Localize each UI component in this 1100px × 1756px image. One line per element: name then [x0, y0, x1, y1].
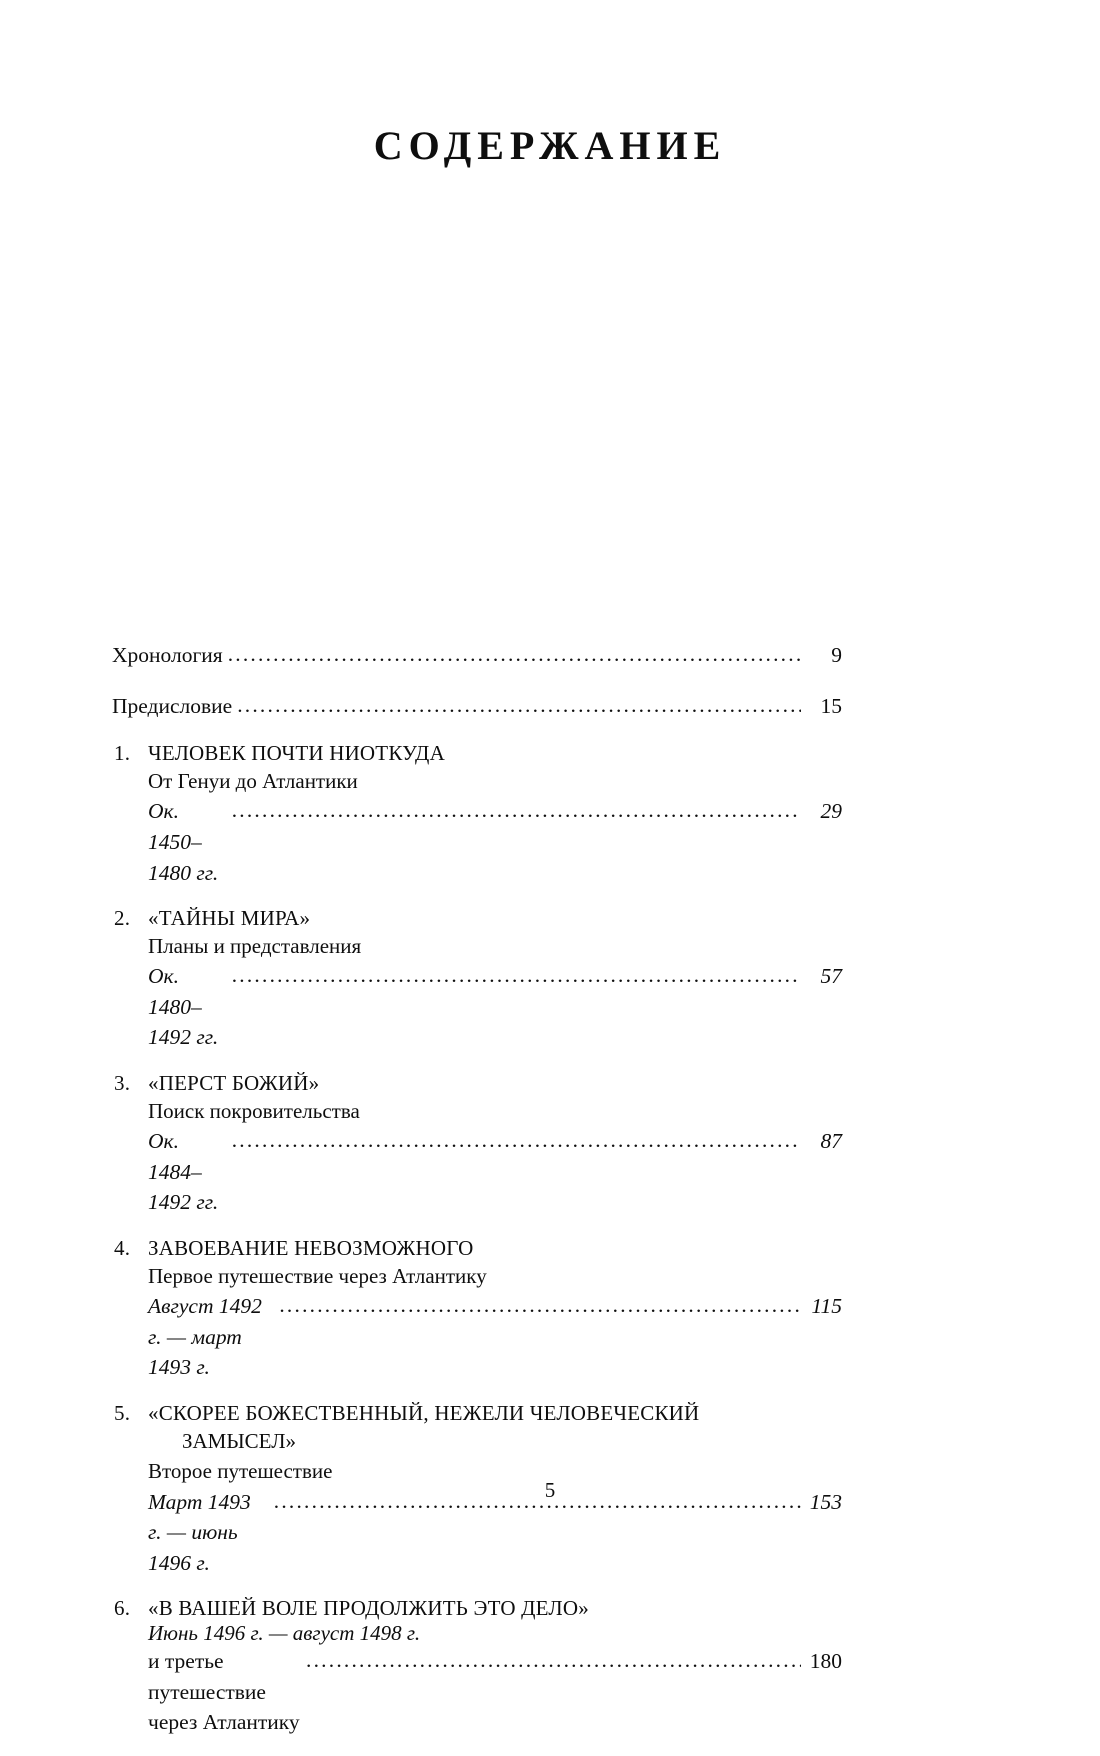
dot-leader	[306, 1645, 801, 1676]
chapter-date: Ок. 1480–1492 гг.	[148, 964, 219, 1050]
chapter-number: 4.	[114, 1235, 131, 1260]
toc-chapter-3[interactable]	[112, 1071, 842, 1218]
chapter-page: 57	[820, 964, 842, 989]
dot-leader	[280, 1290, 801, 1321]
chapter-subtitle: От Генуи до Атлантики	[148, 769, 358, 794]
chapter-number: 3.	[114, 1071, 131, 1095]
chapter-subtitle: Планы и представления	[148, 934, 362, 959]
chapter-page: 115	[811, 1294, 842, 1319]
toc-entry-front-0[interactable]	[112, 640, 842, 671]
chapter-title: «СКОРЕЕ БОЖЕСТВЕННЫЙ, НЕЖЕЛИ ЧЕЛОВЕЧЕСКИЙ	[148, 1400, 700, 1425]
dot-leader	[232, 960, 801, 991]
dot-leader	[232, 795, 801, 826]
toc-entry-label: Предисловие	[112, 693, 233, 718]
page-number: 5	[544, 1478, 556, 1502]
toc-chapter-6[interactable]	[112, 1596, 842, 1738]
chapter-number: 1.	[114, 741, 131, 766]
toc-chapter-1[interactable]	[112, 741, 842, 888]
chapter-subtitle: Первое путешествие через Атлантику	[148, 1263, 487, 1288]
chapter-title: «ТАЙНЫ МИРА»	[148, 906, 311, 931]
toc-entry-front-1[interactable]	[112, 691, 842, 722]
toc-entry-label: Хронология	[112, 643, 223, 667]
chapter-subtitle: Второе путешествие	[148, 1459, 333, 1484]
chapter-page: 180	[809, 1649, 842, 1674]
chapter-number: 2.	[114, 906, 131, 931]
page-title: СОДЕРЖАНИЕ	[373, 123, 727, 168]
chapter-title-line-2: ЗАМЫСЕЛ»	[182, 1428, 296, 1453]
chapter-subtitle: и третье путешествие через Атлантику	[148, 1649, 300, 1735]
chapter-title: ЧЕЛОВЕК ПОЧТИ НИОТКУДА	[148, 741, 445, 766]
chapter-page: 87	[820, 1129, 842, 1154]
toc-chapter-4[interactable]	[112, 1236, 842, 1383]
chapter-date: Ок. 1450–1480 гг.	[148, 799, 219, 885]
dot-leader	[237, 690, 801, 721]
toc-chapter-2[interactable]	[112, 906, 842, 1053]
chapter-subtitle: Поиск покровительства	[148, 1099, 360, 1123]
chapter-date: Ок. 1484–1492 гг.	[148, 1129, 219, 1215]
dot-leader	[232, 1125, 801, 1156]
dot-leader	[228, 639, 801, 670]
table-of-contents	[112, 640, 842, 1756]
chapter-page: 29	[820, 799, 842, 824]
chapter-date: Март 1493 г. — июнь 1496 г.	[148, 1489, 257, 1575]
chapter-page: 153	[809, 1489, 842, 1514]
chapter-date: Август 1492 г. — март 1493 г.	[148, 1294, 268, 1380]
chapter-title: ЗАВОЕВАНИЕ НЕВОЗМОЖНОГО	[148, 1235, 474, 1260]
chapter-date-line	[112, 1621, 842, 1646]
chapter-number: 6.	[114, 1596, 131, 1621]
chapter-number: 5.	[114, 1400, 131, 1425]
chapter-title: «В ВАШЕЙ ВОЛЕ ПРОДОЛЖИТЬ ЭТО ДЕЛО»	[148, 1596, 589, 1621]
chapter-title: «ПЕРСТ БОЖИЙ»	[148, 1071, 320, 1095]
toc-entry-page: 9	[831, 643, 842, 667]
toc-entry-page: 15	[820, 693, 842, 718]
chapter-date: Июнь 1496 г. — август 1498 г.	[148, 1621, 421, 1646]
